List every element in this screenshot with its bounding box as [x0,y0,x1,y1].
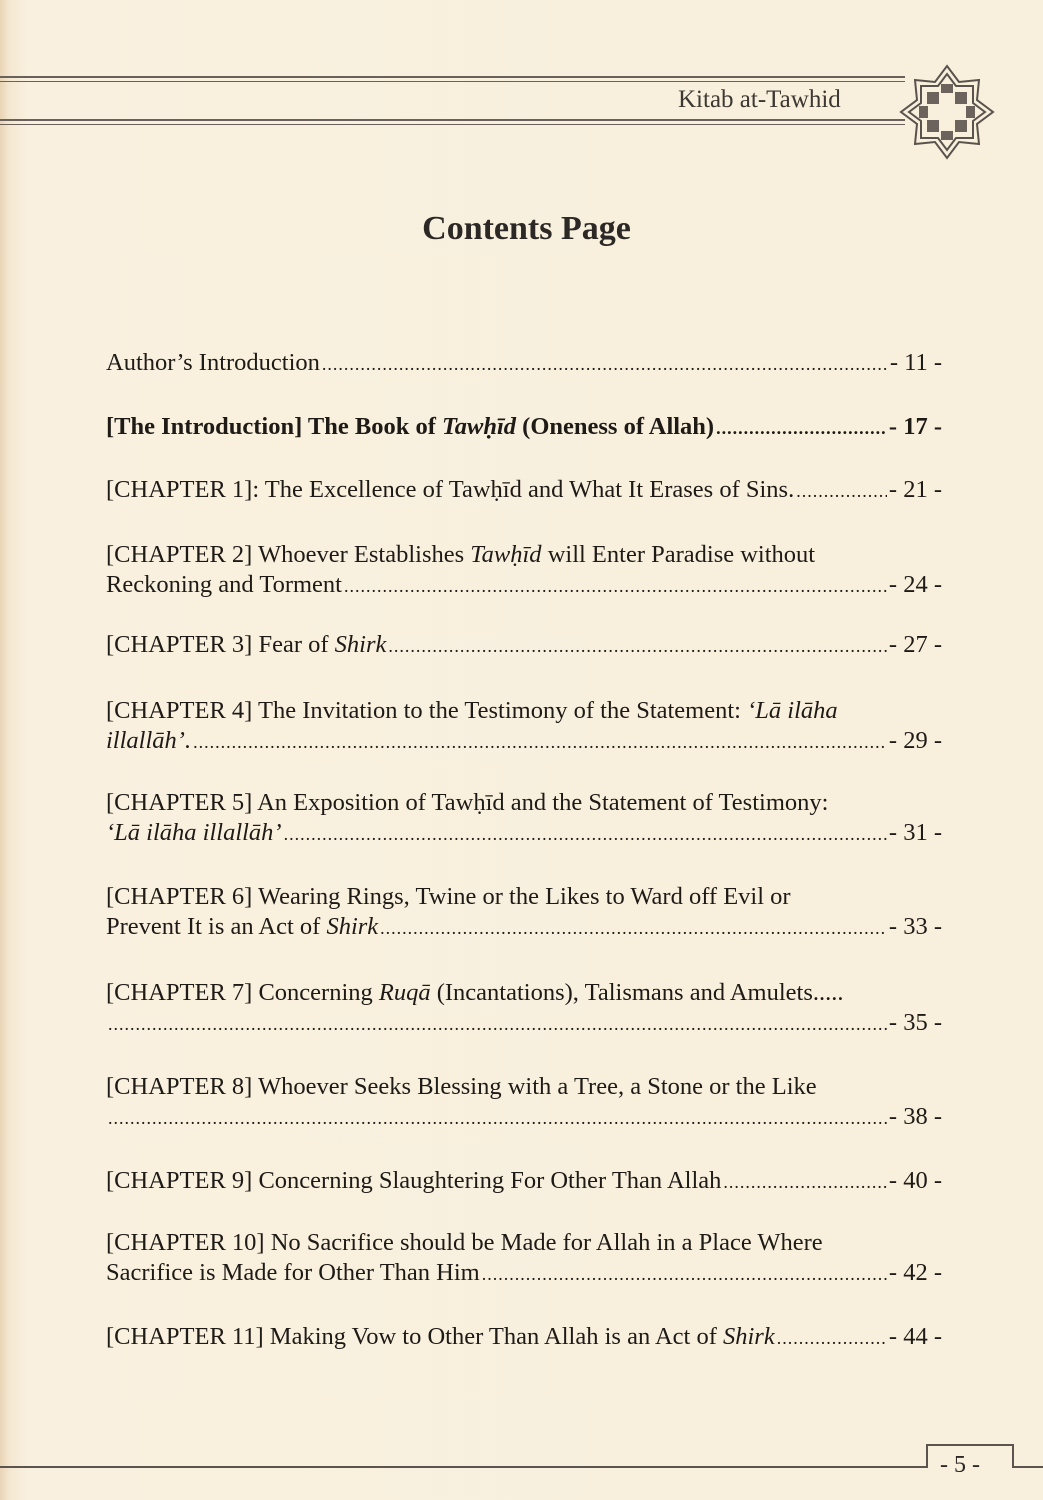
toc-page-number: - 17 - [888,413,942,440]
toc-entry[interactable] [106,412,942,443]
toc-entry-title: [CHAPTER 10] No Sacrifice should be Made for Allah in a Place Where [106,1229,823,1256]
header-rule-top [0,76,905,78]
footer-rule-right-cap [1012,1444,1014,1468]
toc-page-number: - 24 - [888,571,942,598]
toc-entry-title-cont: Reckoning and Torment [106,571,342,598]
toc-entry-title-cont: Prevent It is an Act of Shirk [106,913,379,940]
toc-entry-title-cont: illallāh’. [106,727,192,754]
toc-entry-title: [CHAPTER 2] Whoever Establishes Tawḥīd will Enter Paradise without [106,541,816,568]
toc-page-number: - 31 - [888,819,942,846]
header-rule-top-thin [0,81,905,82]
footer-rule-left [0,1466,926,1468]
toc-entry[interactable] [106,1228,942,1289]
toc-entry[interactable] [106,696,942,757]
toc-entry[interactable] [106,540,942,601]
toc-leader-dots [482,1259,887,1289]
toc-entry[interactable] [106,882,942,943]
toc-page-number: - 35 - [888,1009,942,1036]
toc-entry-title: [CHAPTER 5] An Exposition of Tawḥīd and the Statement of Testimony: [106,789,829,816]
toc-leader-dots [777,1323,887,1353]
page-title: Contents Page [422,210,631,247]
toc-entry[interactable] [106,475,942,506]
toc-entry-title: [CHAPTER 8] Whoever Seeks Blessing with a Tree, a Stone or the Like [106,1073,817,1100]
toc-entry-title-cont: ‘Lā ilāha illallāh’ [106,819,282,846]
toc-page-number: - 21 - [888,476,942,503]
toc-entry[interactable] [106,630,942,661]
header-rule-bottom-thin [0,124,905,125]
toc-leader-dots [344,571,887,601]
footer-rule-right [1012,1466,1043,1468]
toc-page-number: - 44 - [888,1323,942,1350]
toc-entry-title: [CHAPTER 1]: The Excellence of Tawḥīd and What It Erases of Sins. [106,476,795,503]
toc-page-number: - 33 - [888,913,942,940]
toc-entry[interactable] [106,348,942,379]
toc-page-number: - 38 - [888,1103,942,1130]
toc-leader-dots [108,1009,887,1039]
toc-page-number: - 11 - [889,349,942,376]
toc-leader-dots [284,819,887,849]
toc-leader-dots [796,476,887,506]
toc-page-number: - 40 - [888,1167,942,1194]
toc-leader-dots [723,1167,887,1197]
toc-entry-title: [CHAPTER 7] Concerning Ruqā (Incantations), Talismans and Amulets..... [106,979,844,1006]
toc-leader-dots [380,913,887,943]
toc-leader-dots [388,631,887,661]
toc-entry[interactable] [106,1072,942,1133]
footer-page-number: - 5 - [940,1452,980,1478]
toc-entry-title-cont: Sacrifice is Made for Other Than Him [106,1259,480,1286]
toc-leader-dots [193,727,887,757]
toc-page-number: - 27 - [888,631,942,658]
toc-leader-dots [108,1103,887,1133]
header-rule-bottom [0,119,905,121]
toc-entry-title: Author’s Introduction [106,349,320,376]
footer-box-top [926,1444,1012,1446]
toc-entry-title: [CHAPTER 6] Wearing Rings, Twine or the Likes to Ward off Evil or [106,883,791,910]
footer-rule-left-cap [926,1444,928,1468]
toc-page-number: - 42 - [888,1259,942,1286]
toc-leader-dots [716,413,887,443]
toc-page-number: - 29 - [888,727,942,754]
toc-entry-title: [CHAPTER 4] The Invitation to the Testimony of the Statement: ‘Lā ilāha [106,697,838,724]
toc-entry[interactable] [106,1166,942,1197]
toc-entry[interactable] [106,978,942,1039]
toc-entry-title: [CHAPTER 9] Concerning Slaughtering For Other Than Allah [106,1167,722,1194]
eight-point-star-icon [897,62,997,162]
toc-leader-dots [322,349,888,379]
header-book-title: Kitab at-Tawhid [678,86,841,113]
toc-entry-title: [The Introduction] The Book of Tawḥīd (Oneness of Allah) [106,413,715,440]
toc-entry-title: [CHAPTER 3] Fear of Shirk [106,631,387,658]
toc-entry-title: [CHAPTER 11] Making Vow to Other Than Allah is an Act of Shirk [106,1323,775,1350]
toc-entry[interactable] [106,1322,942,1353]
toc-entry[interactable] [106,788,942,849]
